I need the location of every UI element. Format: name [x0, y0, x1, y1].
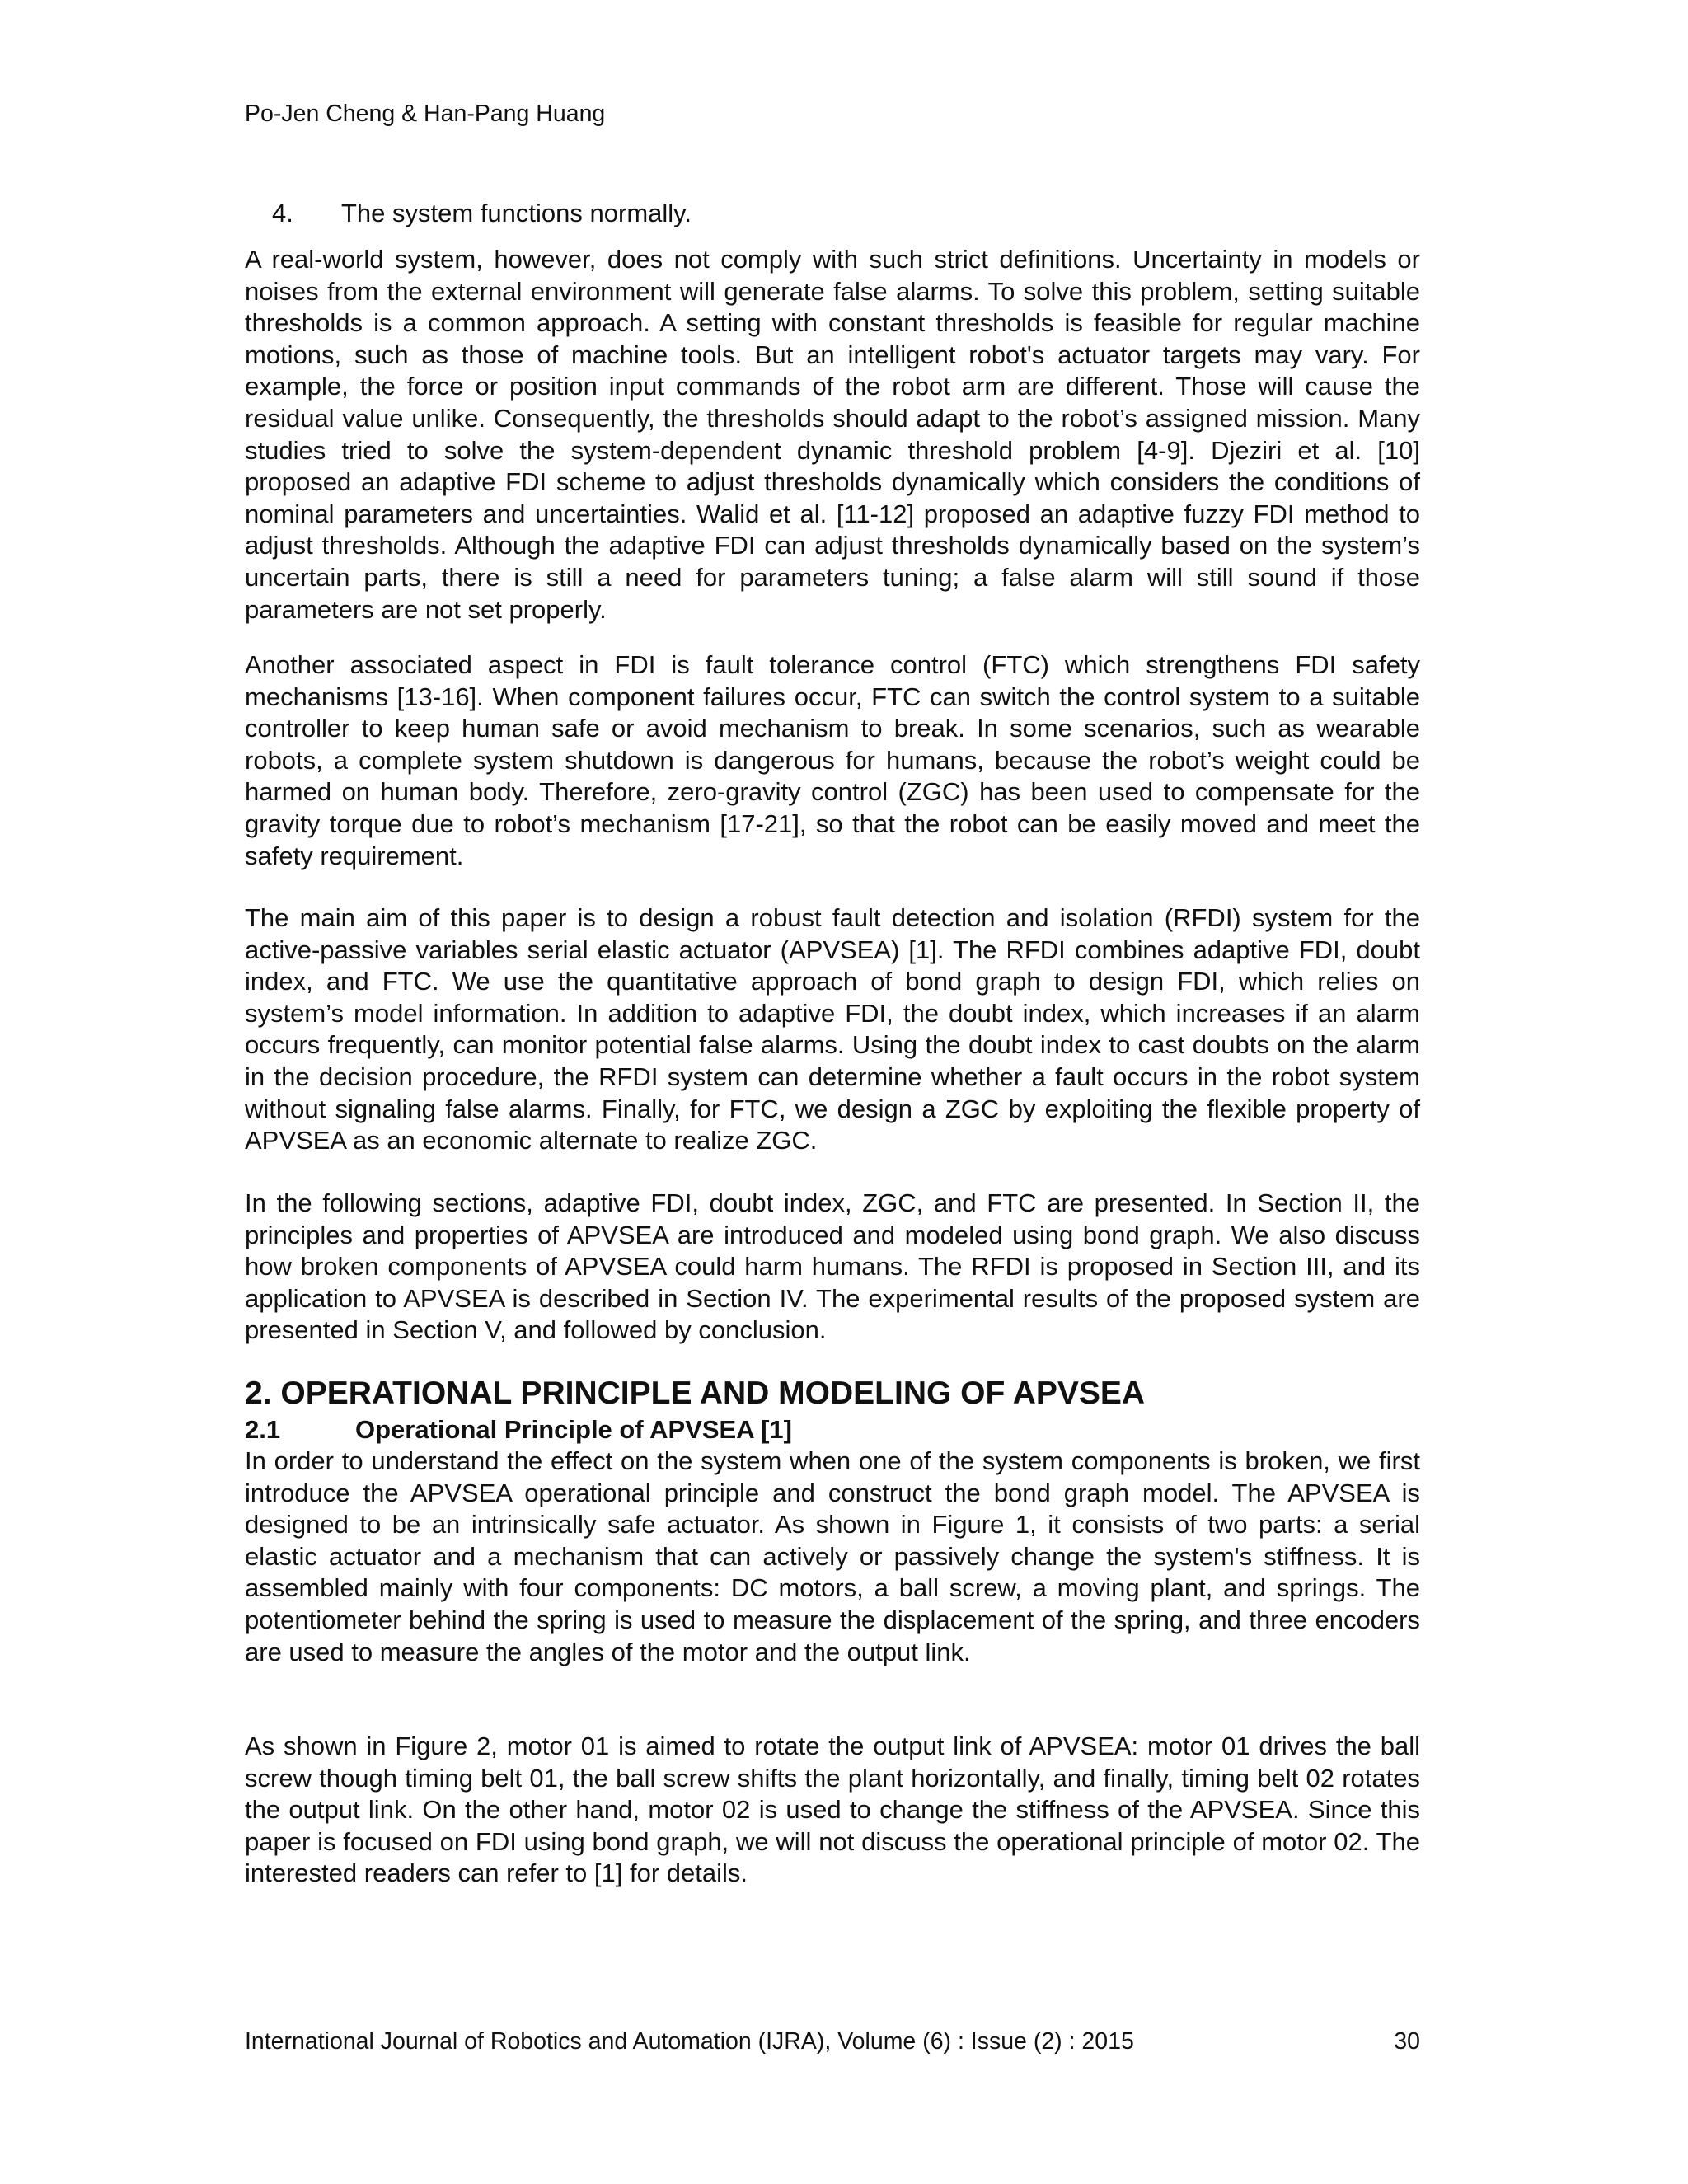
list-item-4: [272, 198, 692, 229]
page-number: 30: [1394, 2028, 1420, 2055]
list-item-number: 4.: [272, 199, 293, 227]
subsection-heading: [245, 1414, 792, 1446]
running-head-authors: Po-Jen Cheng & Han-Pang Huang: [245, 101, 606, 127]
footer-journal-citation: International Journal of Robotics and Automation (IJRA), Volume (6) : Issue (2) : 2015: [245, 2028, 1134, 2055]
paragraph-fault-tolerance-control: Another associated aspect in FDI is fault tolerance control (FTC) which strengthens FDI safety mechanisms [13-16]. When component failures occur, FTC can switch the control system to a suitable controller to keep human safe or avoid mechanism to break. In some scenarios, such as wearable robots, a complete system shutdown is dangerous for humans, because the robot’s weight could be harmed on human body. Therefore, zero-gravity control (ZGC) has been used to compensate for the gravity torque due to robot’s mechanism [17-21], so that the robot can be easily moved and meet the safety requirement.: [245, 650, 1420, 870]
paragraph-section-overview: In the following sections, adaptive FDI, doubt index, ZGC, and FTC are presented. In Section II, the principles and properties of APVSEA are introduced and modeled using bond graph. We also discuss how broken components of APVSEA could harm humans. The RFDI is proposed in Section III, and its application to APVSEA is described in Section IV. The experimental results of the proposed system are presented in Section V, and followed by conclusion.: [245, 1188, 1420, 1345]
paragraph-main-aim: The main aim of this paper is to design a robust fault detection and isolation (RFDI) system for the active-passive variables serial elastic actuator (APVSEA) [1]. The RFDI combines adaptive FDI, doubt index, and FTC. We use the quantitative approach of bond graph to design FDI, which relies on system’s model information. In addition to adaptive FDI, the doubt index, which increases if an alarm occurs frequently, can monitor potential false alarms. Using the doubt index to cast doubts on the alarm in the decision procedure, the RFDI system can determine whether a fault occurs in the robot system without signaling false alarms. Finally, for FTC, we design a ZGC by exploiting the flexible property of APVSEA as an economic alternate to realize ZGC.: [245, 903, 1420, 1155]
subsection-title: Operational Principle of APVSEA [1]: [355, 1415, 792, 1444]
list-item-text: The system functions normally.: [341, 199, 692, 227]
paragraph-motor-description: As shown in Figure 2, motor 01 is aimed to rotate the output link of APVSEA: motor 01 drives the ball screw though timing belt 01, the ball screw shifts the plant horizontally, and finally, timing belt 02 rotates the output link. On the other hand, motor 02 is used to change the stiffness of the APVSEA. Since this paper is focused on FDI using bond graph, we will not discuss the operational principle of motor 02. The interested readers can refer to [1] for details.: [245, 1732, 1420, 1888]
page-footer: [245, 2027, 1420, 2056]
paragraph-operational-principle: In order to understand the effect on the system when one of the system components is broken, we first introduce the APVSEA operational principle and construct the bond graph model. The APVSEA is designed to be an intrinsically safe actuator. As shown in Figure 1, it consists of two parts: a serial elastic actuator and a mechanism that can actively or passively change the system's stiffness. It is assembled mainly with four components: DC motors, a ball screw, a moving plant, and springs. The potentiometer behind the spring is used to measure the displacement of the spring, and three encoders are used to measure the angles of the motor and the output link.: [245, 1446, 1420, 1666]
section-heading: 2. OPERATIONAL PRINCIPLE AND MODELING OF APVSEA: [245, 1376, 1146, 1411]
subsection-number: 2.1: [245, 1415, 281, 1444]
paragraph-adaptive-thresholds: A real-world system, however, does not comply with such strict definitions. Uncertainty in models or noises from the external environment will generate false alarms. To solve this problem, setting suitable thresholds is a common approach. A setting with constant thresholds is feasible for regular machine motions, such as those of machine tools. But an intelligent robot's actuator targets may vary. For example, the force or position input commands of the robot arm are different. Those will cause the residual value unlike. Consequently, the thresholds should adapt to the robot’s assigned mission. Many studies tried to solve the system-dependent dynamic threshold problem [4-9]. Djeziri et al. [10] proposed an adaptive FDI scheme to adjust thresholds dynamically which considers the conditions of nominal parameters and uncertainties. Walid et al. [11-12] proposed an adaptive fuzzy FDI method to adjust thresholds. Although the adaptive FDI can adjust thresholds dynamically based on the system’s uncertain parts, there is still a need for parameters tuning; a false alarm will still sound if those parameters are not set properly.: [245, 245, 1420, 624]
